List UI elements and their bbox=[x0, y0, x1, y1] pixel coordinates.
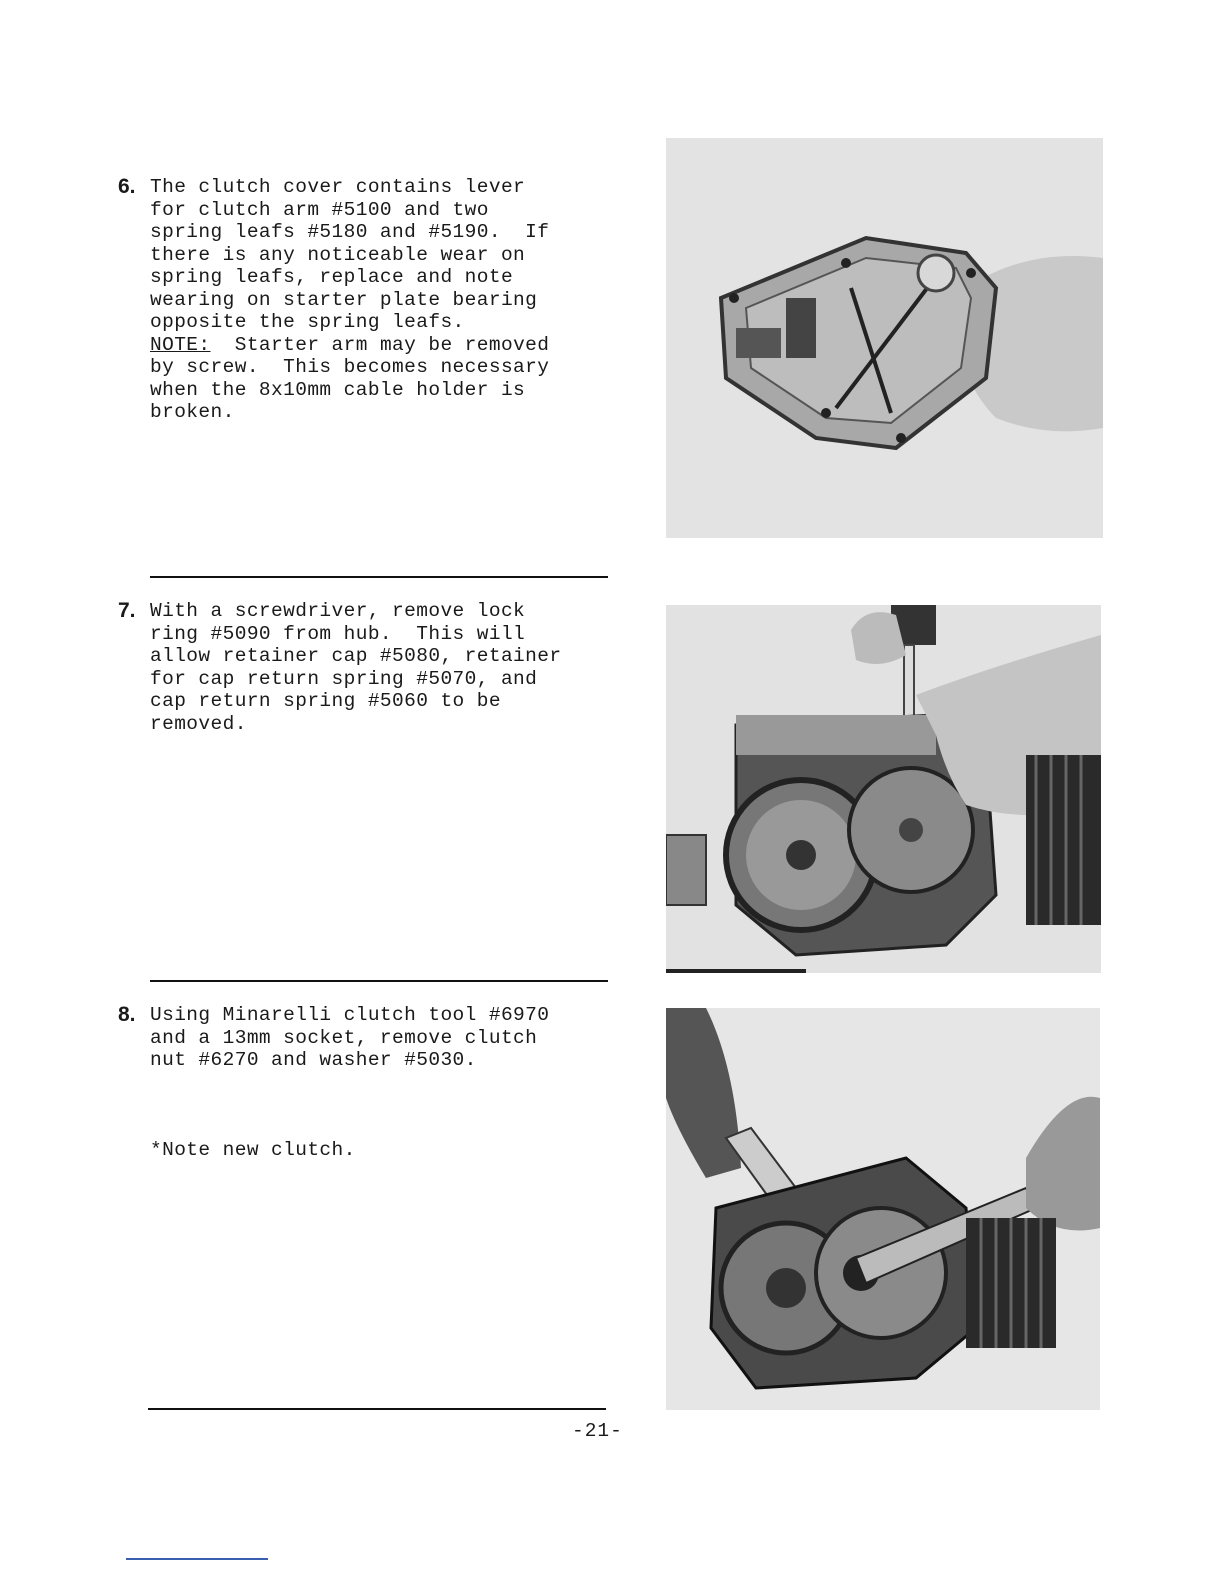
text-line: there is any noticeable wear on bbox=[150, 243, 526, 266]
text-line: when the 8x10mm cable holder is bbox=[150, 378, 526, 401]
note-line bbox=[150, 334, 549, 357]
divider bbox=[150, 980, 608, 982]
text-line: cap return spring #5060 to be bbox=[150, 690, 501, 712]
note-text: Starter arm may be removed bbox=[210, 333, 550, 356]
text-line: spring leafs #5180 and #5190. If bbox=[150, 221, 550, 243]
text-line: wearing on starter plate bearing bbox=[150, 288, 538, 311]
text-line: and a 13mm socket, remove clutch bbox=[150, 1026, 538, 1049]
text-line: spring leafs, replace and note bbox=[150, 266, 514, 288]
text-line: by screw. This becomes necessary bbox=[150, 356, 550, 378]
step-text bbox=[150, 176, 549, 424]
step-number: 7. bbox=[118, 599, 136, 622]
text-line: removed. bbox=[150, 712, 247, 735]
divider bbox=[148, 1408, 606, 1410]
text-line: allow retainer cap #5080, retainer bbox=[150, 645, 562, 667]
photo-lock-ring-removal bbox=[666, 605, 1101, 973]
text-line: for clutch arm #5100 and two bbox=[150, 198, 489, 221]
divider bbox=[150, 576, 608, 578]
link-line bbox=[126, 1558, 268, 1560]
text-line: broken. bbox=[150, 401, 235, 423]
text-line: With a screwdriver, remove lock bbox=[150, 600, 526, 622]
extra-note: *Note new clutch. bbox=[150, 1138, 356, 1161]
text-line: nut #6270 and washer #5030. bbox=[150, 1049, 477, 1071]
note-label: NOTE: bbox=[150, 333, 211, 356]
photo-clutch-cover bbox=[666, 138, 1103, 538]
text-line: ring #5090 from hub. This will bbox=[150, 622, 526, 645]
text-line: Using Minarelli clutch tool #6970 bbox=[150, 1004, 550, 1026]
text-line: for cap return spring #5070, and bbox=[150, 667, 538, 690]
text-line: The clutch cover contains lever bbox=[150, 176, 526, 198]
step-number: 6. bbox=[118, 175, 136, 198]
step-text bbox=[150, 600, 561, 735]
page-number: -21- bbox=[572, 1420, 623, 1442]
step-text bbox=[150, 1004, 549, 1161]
step-number: 8. bbox=[118, 1003, 136, 1026]
photo-clutch-nut-removal bbox=[666, 1008, 1100, 1410]
text-line: opposite the spring leafs. bbox=[150, 311, 465, 333]
